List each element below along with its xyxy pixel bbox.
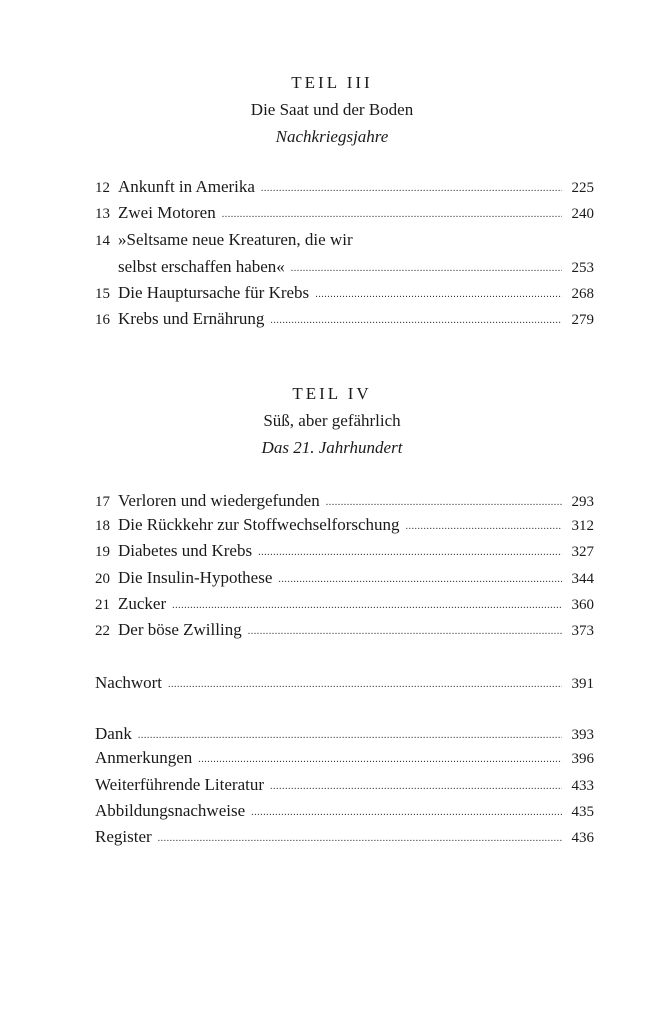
dot-leader bbox=[172, 595, 562, 617]
page-number: 396 bbox=[571, 751, 594, 767]
dot-leader bbox=[270, 310, 562, 332]
entry-title: Abbildungsnachweise bbox=[95, 801, 246, 820]
dot-leader bbox=[198, 749, 562, 771]
dot-leader bbox=[258, 542, 562, 564]
part-label: TEIL IV bbox=[292, 384, 372, 403]
chapter-number: 15 bbox=[95, 286, 110, 302]
entry-title: Register bbox=[95, 827, 152, 846]
chapter-number: 18 bbox=[95, 518, 110, 534]
dot-leader bbox=[168, 674, 562, 696]
chapter-title: Verloren und wiedergefunden bbox=[118, 491, 320, 510]
page-number: 253 bbox=[571, 260, 594, 276]
page-number: 433 bbox=[571, 778, 594, 794]
entry-title: Anmerkungen bbox=[95, 748, 193, 767]
chapter-number: 22 bbox=[95, 623, 110, 639]
dot-leader bbox=[251, 802, 562, 824]
chapter-number: 13 bbox=[95, 206, 110, 222]
page-number: 373 bbox=[571, 623, 594, 639]
page-number: 360 bbox=[571, 597, 594, 613]
toc-entry-22[interactable] bbox=[95, 619, 594, 641]
dot-leader bbox=[261, 178, 562, 200]
part-title: Die Saat und der Boden bbox=[250, 100, 414, 119]
page-number: 327 bbox=[571, 544, 594, 560]
chapter-number: 21 bbox=[95, 597, 110, 613]
part-3-header bbox=[0, 73, 664, 147]
toc-entry-13[interactable] bbox=[95, 202, 594, 224]
toc-entry-20[interactable] bbox=[95, 567, 594, 589]
part-title: Süß, aber gefährlich bbox=[263, 411, 401, 430]
chapter-number: 17 bbox=[95, 494, 110, 510]
toc-entry-afterword[interactable] bbox=[95, 672, 594, 694]
chapter-title: Der böse Zwilling bbox=[118, 620, 242, 639]
chapter-title: Zwei Motoren bbox=[118, 203, 216, 222]
page-number: 293 bbox=[571, 494, 594, 510]
part-subtitle: Nachkriegsjahre bbox=[275, 127, 389, 146]
toc-entry-15[interactable] bbox=[95, 282, 594, 304]
toc-entry-16[interactable] bbox=[95, 308, 594, 330]
page-number: 435 bbox=[571, 804, 594, 820]
chapter-title: Diabetes und Krebs bbox=[118, 541, 253, 560]
chapter-title: Die Hauptursache für Krebs bbox=[118, 283, 310, 302]
dot-leader bbox=[278, 569, 562, 591]
toc-entry-literatur[interactable] bbox=[95, 774, 594, 796]
page-number: 344 bbox=[571, 571, 594, 587]
toc-entry-abbildungsnachweise[interactable] bbox=[95, 800, 594, 822]
page-number: 393 bbox=[571, 727, 594, 743]
toc-entry-12[interactable] bbox=[95, 176, 594, 198]
chapter-number: 16 bbox=[95, 312, 110, 328]
toc-entry-21[interactable] bbox=[95, 593, 594, 615]
part-label: TEIL III bbox=[291, 73, 373, 92]
chapter-title: Die Rückkehr zur Stoffwechselforschung bbox=[118, 515, 400, 534]
dot-leader bbox=[326, 492, 562, 514]
chapter-title: Zucker bbox=[118, 594, 167, 613]
toc-entry-anmerkungen[interactable] bbox=[95, 747, 594, 769]
dot-leader bbox=[248, 621, 562, 643]
toc-entry-dank[interactable] bbox=[95, 723, 594, 745]
dot-leader bbox=[222, 204, 562, 226]
toc-entry-18[interactable] bbox=[95, 514, 594, 536]
page-number: 240 bbox=[571, 206, 594, 222]
chapter-number: 19 bbox=[95, 544, 110, 560]
page-number: 225 bbox=[571, 180, 594, 196]
part-4-header bbox=[0, 384, 664, 458]
dot-leader bbox=[315, 284, 562, 306]
dot-leader bbox=[270, 776, 562, 798]
entry-title: Dank bbox=[95, 724, 132, 743]
toc-entry-17[interactable] bbox=[95, 490, 594, 512]
chapter-title: »Seltsame neue Kreaturen, die wir bbox=[118, 230, 353, 249]
dot-leader bbox=[291, 258, 562, 280]
chapter-number: 12 bbox=[95, 180, 110, 196]
chapter-title: Krebs und Ernährung bbox=[118, 309, 265, 328]
chapter-title: Ankunft in Amerika bbox=[118, 177, 255, 196]
chapter-title-continued: selbst erschaffen haben« bbox=[118, 257, 285, 276]
chapter-number: 14 bbox=[95, 233, 110, 249]
toc-entry-register[interactable] bbox=[95, 826, 594, 848]
page-number: 391 bbox=[571, 676, 594, 692]
page-number: 268 bbox=[571, 286, 594, 302]
entry-title: Nachwort bbox=[95, 673, 163, 692]
chapter-title: Die Insulin-Hypothese bbox=[118, 568, 273, 587]
toc-entry-14-line-2[interactable] bbox=[95, 256, 594, 278]
toc-entry-14-line-1[interactable] bbox=[95, 229, 594, 251]
page-number: 312 bbox=[571, 518, 594, 534]
toc-entry-19[interactable] bbox=[95, 540, 594, 562]
chapter-number: 20 bbox=[95, 571, 110, 587]
dot-leader bbox=[158, 828, 562, 850]
page-number: 436 bbox=[571, 830, 594, 846]
dot-leader bbox=[406, 516, 562, 538]
part-subtitle: Das 21. Jahrhundert bbox=[261, 438, 403, 457]
page-number: 279 bbox=[571, 312, 594, 328]
dot-leader bbox=[138, 725, 562, 747]
entry-title: Weiterführende Literatur bbox=[95, 775, 265, 794]
